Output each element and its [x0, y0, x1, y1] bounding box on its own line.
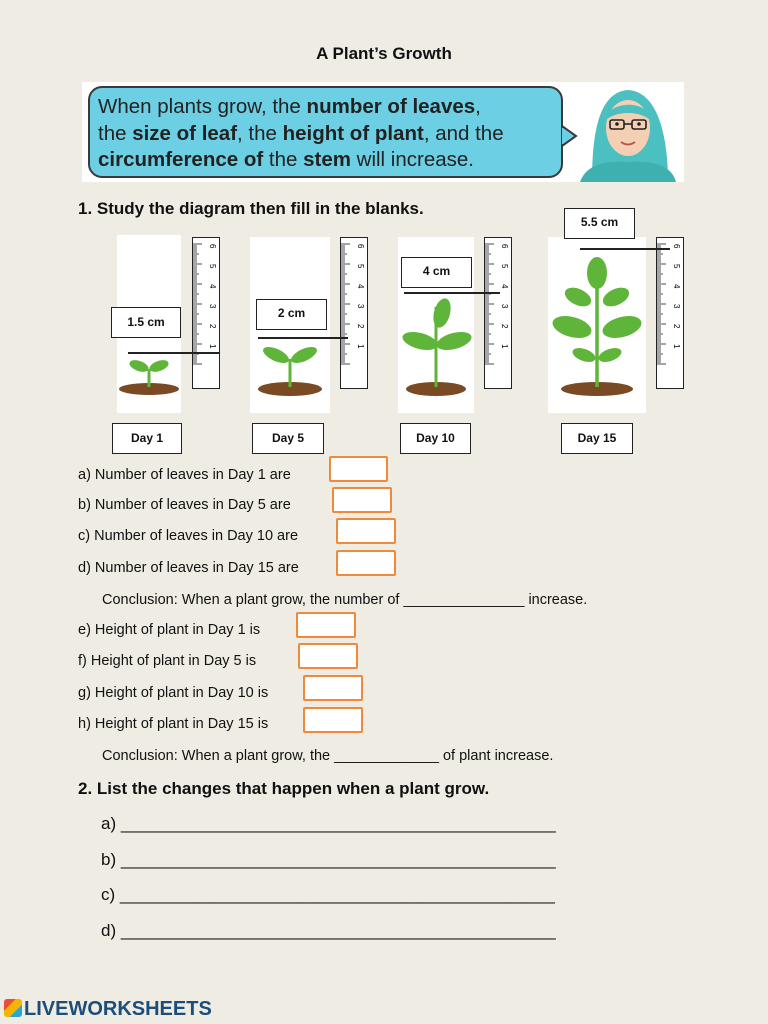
answer-line-b[interactable]: b) ______________________________________________	[101, 850, 556, 869]
ruler-tick-label: 3	[672, 304, 681, 309]
ruler-tick-label: 6	[672, 244, 681, 249]
ruler-tick-label: 4	[672, 284, 681, 289]
conclusion-1: Conclusion: When a plant grow, the number of _______________ increase.	[102, 592, 588, 608]
ruler-tick-label: 2	[672, 324, 681, 329]
answer-d-input[interactable]	[336, 550, 396, 576]
day-label-5: Day 5	[252, 423, 324, 454]
ruler-day1	[192, 237, 220, 389]
info-banner	[82, 82, 684, 182]
ruler-day5	[340, 237, 368, 389]
banner-line-2: the size of leaf, the height of plant, and the	[98, 121, 504, 145]
ruler-tick-label: 2	[208, 324, 217, 329]
ruler-tick-label: 6	[208, 244, 217, 249]
height-label-day5: 2 cm	[256, 299, 327, 330]
item-f-label: f) Height of plant in Day 5 is	[78, 653, 257, 669]
item-h-label: h) Height of plant in Day 15 is	[78, 716, 269, 732]
ruler-tick-label: 4	[356, 284, 365, 289]
ruler-tick-label: 3	[356, 304, 365, 309]
item-c-label: c) Number of leaves in Day 10 are	[78, 528, 299, 544]
banner-line-3: circumference of the stem will increase.	[98, 148, 474, 171]
answer-e-input[interactable]	[296, 612, 356, 638]
page-title: A Plant’s Growth	[316, 44, 452, 63]
ruler-day15	[656, 237, 684, 389]
ruler-tick-label: 5	[500, 264, 509, 269]
ruler-tick-label: 1	[208, 344, 217, 349]
ruler-tick-label: 6	[356, 244, 365, 249]
ruler-scale-icon	[485, 238, 511, 388]
answer-f-input[interactable]	[298, 643, 358, 669]
ruler-tick-label: 4	[208, 284, 217, 289]
item-d-label: d) Number of leaves in Day 15 are	[78, 560, 299, 576]
teacher-illustration-icon	[572, 82, 684, 182]
answer-c-input[interactable]	[336, 518, 396, 544]
height-line-day1	[128, 352, 220, 354]
day-label-1: Day 1	[112, 423, 182, 454]
ruler-tick-label: 2	[356, 324, 365, 329]
height-line-day10	[404, 292, 500, 294]
item-g-label: g) Height of plant in Day 10 is	[78, 685, 269, 701]
answer-h-input[interactable]	[303, 707, 363, 733]
plant-day15-icon	[548, 237, 646, 413]
ruler-scale-icon	[341, 238, 367, 388]
question-2-heading: 2. List the changes that happen when a plant grow.	[78, 779, 490, 798]
question-1-heading: 1. Study the diagram then fill in the blanks.	[78, 199, 424, 218]
ruler-tick-label: 1	[672, 344, 681, 349]
conclusion-2: Conclusion: When a plant grow, the _____________ of plant increase.	[102, 748, 554, 764]
ruler-tick-label: 5	[672, 264, 681, 269]
speech-bubble	[88, 86, 563, 178]
item-a-label: a) Number of leaves in Day 1 are	[78, 467, 291, 483]
ruler-tick-label: 6	[500, 244, 509, 249]
ruler-scale-icon	[193, 238, 219, 388]
ruler-tick-label: 3	[208, 304, 217, 309]
ruler-tick-label: 1	[356, 344, 365, 349]
answer-line-c[interactable]: c) ______________________________________________	[101, 885, 555, 904]
ruler-tick-label: 5	[208, 264, 217, 269]
liveworksheets-logo: LIVEWORKSHEETS	[4, 998, 212, 1021]
height-line-day5	[258, 337, 348, 339]
ruler-tick-label: 1	[500, 344, 509, 349]
plant-card-day15	[548, 237, 646, 413]
banner-line-1: When plants grow, the number of leaves,	[98, 95, 481, 118]
day-label-15: Day 15	[561, 423, 633, 454]
ruler-tick-label: 5	[356, 264, 365, 269]
answer-b-input[interactable]	[332, 487, 392, 513]
answer-line-d[interactable]: d) ______________________________________________	[101, 921, 556, 940]
ruler-tick-label: 4	[500, 284, 509, 289]
ruler-scale-icon	[657, 238, 683, 388]
ruler-tick-label: 3	[500, 304, 509, 309]
answer-a-input[interactable]	[329, 456, 388, 482]
day-label-10: Day 10	[400, 423, 471, 454]
ruler-day10	[484, 237, 512, 389]
height-label-day1: 1.5 cm	[111, 307, 181, 338]
answer-g-input[interactable]	[303, 675, 363, 701]
height-line-day15	[580, 248, 670, 250]
logo-mark-icon	[4, 999, 22, 1017]
item-e-label: e) Height of plant in Day 1 is	[78, 622, 261, 638]
ruler-tick-label: 2	[500, 324, 509, 329]
answer-line-a[interactable]: a) ______________________________________________	[101, 814, 556, 833]
height-label-day15: 5.5 cm	[564, 208, 635, 239]
item-b-label: b) Number of leaves in Day 5 are	[78, 497, 291, 513]
height-label-day10: 4 cm	[401, 257, 472, 288]
